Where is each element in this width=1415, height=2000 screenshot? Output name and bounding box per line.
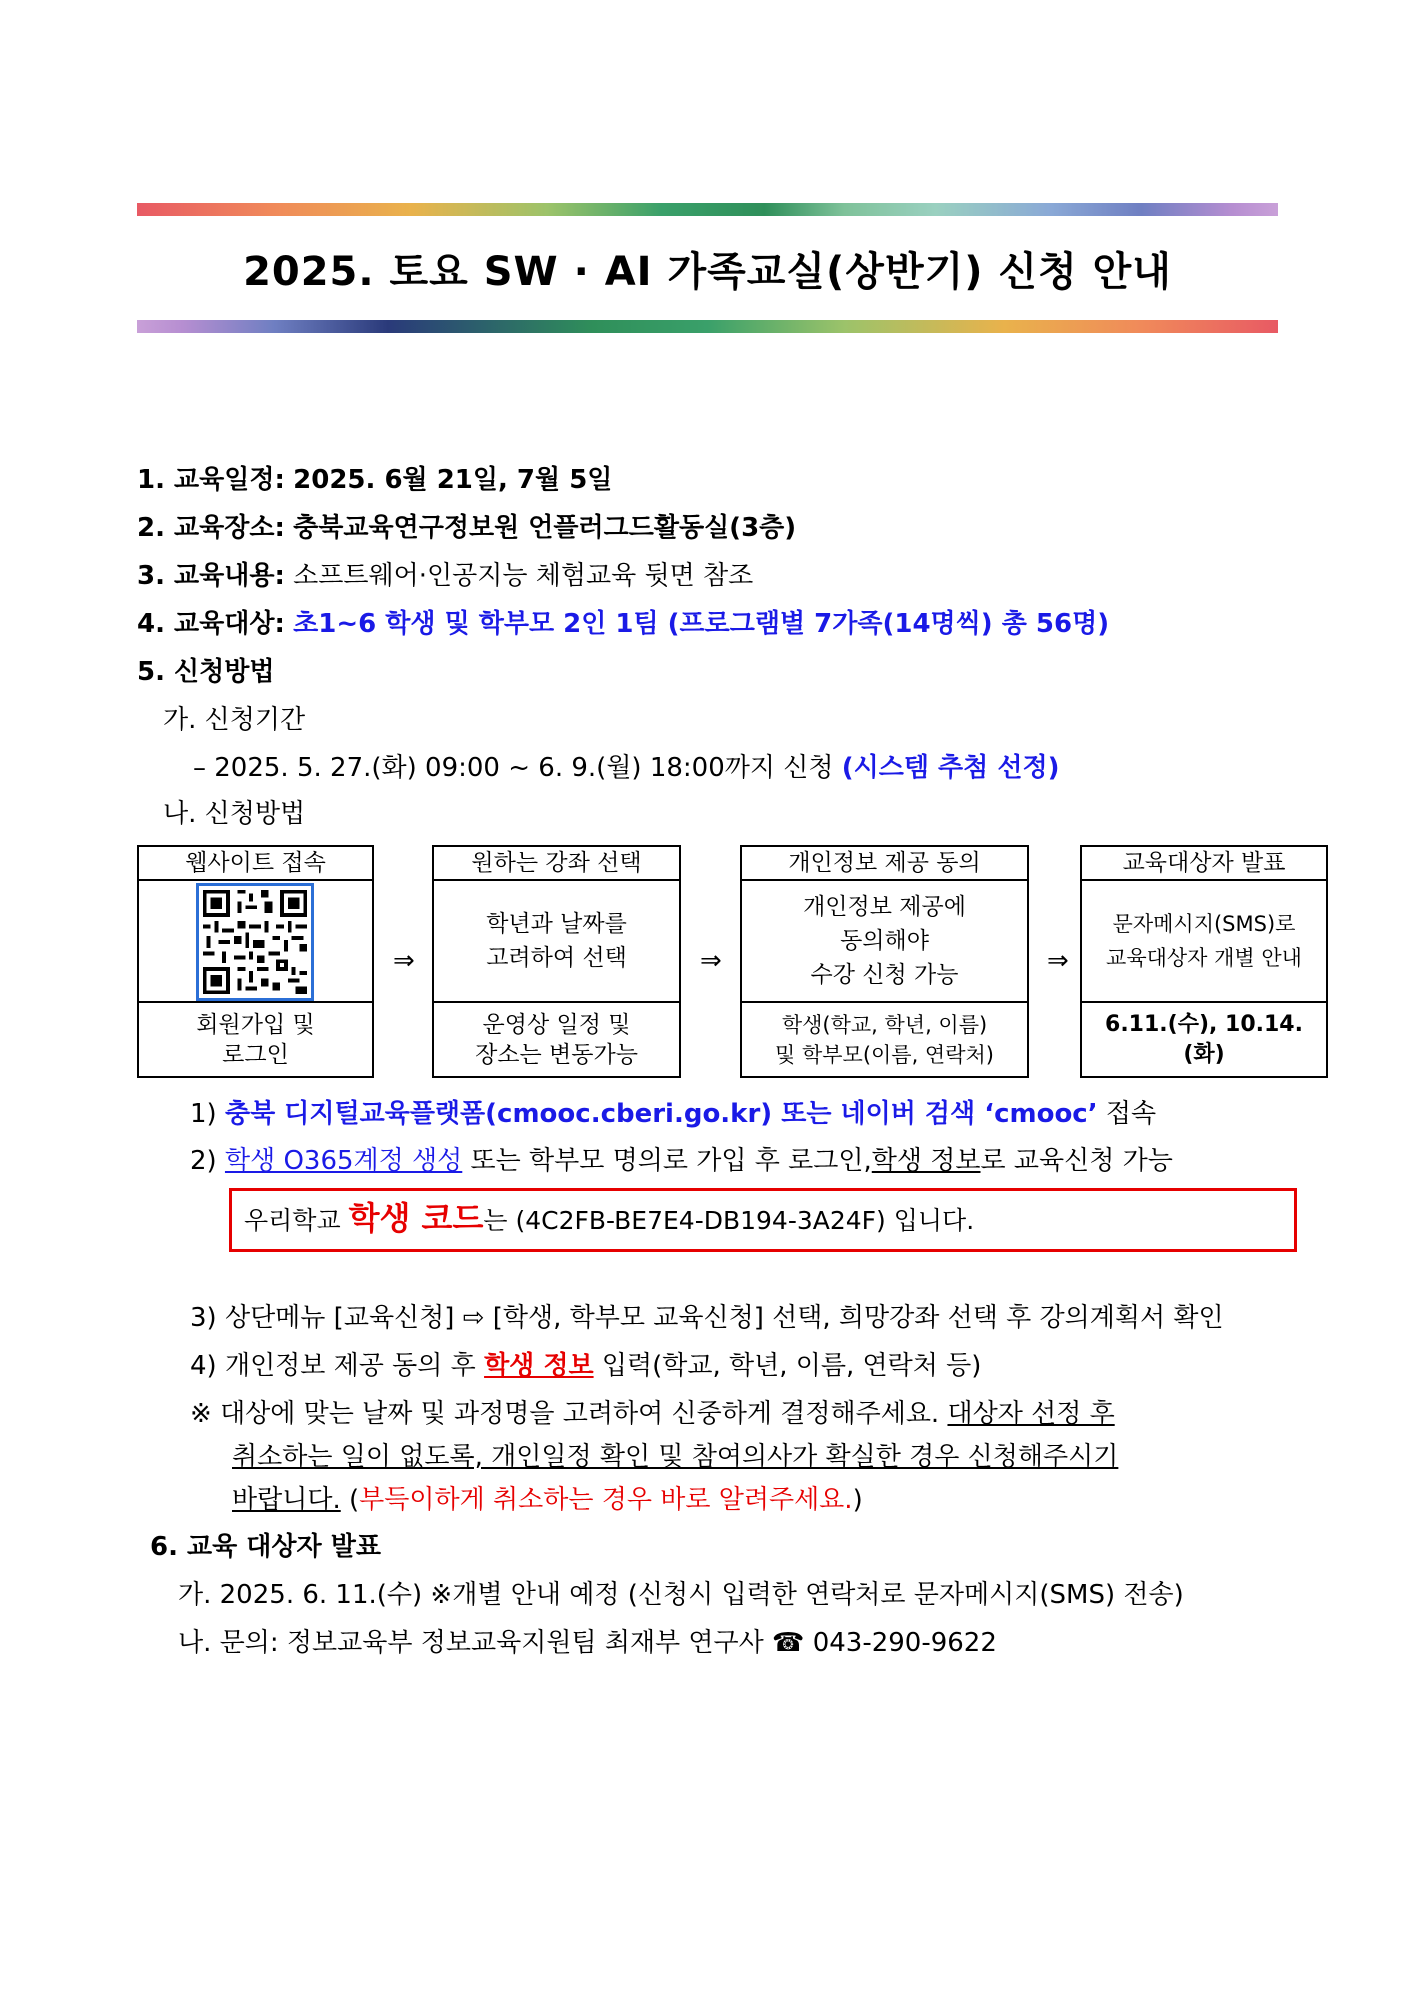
flow-box-foot <box>139 1001 372 1076</box>
student-info-text: 학생 정보 <box>871 1146 981 1176</box>
flow-mid-line: 문자메시지(SMS)로 <box>1112 912 1296 936</box>
flow-foot-line: 및 학부모(이름, 연락처) <box>775 1042 994 1067</box>
flow-foot-line: 학생(학교, 학년, 이름) <box>781 1012 988 1037</box>
item-value: 소프트웨어·인공지능 체험교육 뒷면 참조 <box>293 561 754 591</box>
flow-arrow: ⇒ <box>700 946 722 976</box>
flow-box-website <box>137 845 374 1078</box>
flow-box-foot <box>434 1001 679 1076</box>
flow-mid-line: 고려하여 선택 <box>486 945 627 971</box>
period-text: – 2025. 5. 27.(화) 09:00 ~ 6. 9.(월) 18:00까지 신청 <box>193 753 834 783</box>
contact-info: 나. 문의: 정보교육부 정보교육지원팀 최재부 연구사 ☎ 043-290-9622 <box>178 1628 997 1658</box>
flow-box-announce <box>1080 845 1328 1078</box>
code-suffix: 는 (4C2FB-BE7E4-DB194-3A24F) 입니다. <box>483 1206 975 1235</box>
item-schedule <box>137 463 612 497</box>
flow-box-mid <box>434 879 679 1003</box>
flow-foot-line: 운영상 일정 및 <box>482 1011 631 1038</box>
note-mark: ※ <box>190 1399 212 1429</box>
flow-box-mid <box>742 879 1027 1003</box>
item-label: 1. 교육일정: <box>137 465 285 495</box>
flow-arrow: ⇒ <box>393 946 415 976</box>
flow-box-foot <box>742 1001 1027 1076</box>
flow-box-foot <box>1082 1001 1326 1076</box>
flow-mid-line: 교육대상자 개별 안내 <box>1106 946 1302 970</box>
flow-mid-line: 동의해야 <box>840 928 929 954</box>
item-label: 4. 교육대상: <box>137 609 285 639</box>
flow-box-head: 개인정보 제공 동의 <box>742 847 1027 881</box>
flow-box-course <box>432 845 681 1078</box>
flow-mid-line: 학년과 날짜를 <box>486 911 627 937</box>
page-title: 2025. 토요 SW · AI 가족교실(상반기) 신청 안내 <box>243 249 1172 295</box>
flow-foot-line: (화) <box>1183 1041 1225 1067</box>
section-announce-heading: 6. 교육 대상자 발표 <box>150 1532 381 1562</box>
note-line-3 <box>232 1483 863 1517</box>
step-text: 로 교육신청 가능 <box>980 1146 1173 1176</box>
flow-arrow: ⇒ <box>1047 946 1069 976</box>
item-label: 2. 교육장소: <box>137 513 285 543</box>
announce-date: 가. 2025. 6. 11.(수) ※개별 안내 예정 (신청시 입력한 연락처로 문자메시지(SMS) 전송) <box>178 1580 1184 1610</box>
o365-account-link[interactable]: 학생 O365계정 생성 <box>224 1146 463 1176</box>
note-line-2: 취소하는 일이 없도록, 개인일정 확인 및 참여의사가 확실한 경우 신청해주시기 <box>232 1442 1119 1472</box>
sub-method-heading: 나. 신청방법 <box>163 799 306 829</box>
student-code-label: 학생 코드 <box>348 1199 484 1237</box>
step-2 <box>190 1144 1173 1178</box>
flow-box-head: 웹사이트 접속 <box>139 847 372 881</box>
flow-foot-line: 로그인 <box>222 1041 289 1068</box>
note-line-1 <box>190 1397 1115 1431</box>
code-prefix: 우리학교 <box>244 1206 341 1235</box>
note-red: 부득이하게 취소하는 경우 바로 알려주세요. <box>359 1485 853 1515</box>
flow-mid-line: 개인정보 제공에 <box>803 894 966 920</box>
flow-box-mid <box>1082 879 1326 1003</box>
title-top-stripe <box>137 203 1278 216</box>
item-content <box>137 559 753 593</box>
flow-box-consent <box>740 845 1029 1078</box>
note-text: 대상에 맞는 날짜 및 과정명을 고려하여 신중하게 결정해주세요. <box>220 1399 940 1429</box>
note-underlined: 바랍니다. <box>232 1485 341 1515</box>
item-value: 초1~6 학생 및 학부모 2인 1팀 (프로그램별 7가족(14명씩) 총 56명) <box>293 609 1110 639</box>
note-paren: ) <box>852 1485 863 1515</box>
qr-code-icon[interactable] <box>196 883 314 1001</box>
flow-foot-line: 회원가입 및 <box>196 1011 315 1038</box>
flow-foot-line: 6.11.(수), 10.14. <box>1105 1011 1303 1037</box>
flow-mid-line: 수강 신청 가능 <box>810 962 959 988</box>
item-location <box>137 511 796 545</box>
flow-box-head: 교육대상자 발표 <box>1082 847 1326 881</box>
title-bottom-stripe <box>137 320 1278 333</box>
sub-period-heading: 가. 신청기간 <box>163 705 306 735</box>
step-3: 3) 상단메뉴 [교육신청] ⇨ [학생, 학부모 교육신청] 선택, 희망강좌 선택 후 강의계획서 확인 <box>190 1303 1224 1333</box>
school-code-box <box>229 1188 1297 1252</box>
flow-foot-line: 장소는 변동가능 <box>475 1041 638 1068</box>
note-underlined: 대상자 선정 후 <box>947 1399 1115 1429</box>
item-target <box>137 607 1109 641</box>
step-4 <box>190 1349 981 1383</box>
school-code-line <box>244 1201 974 1238</box>
flow-box-head: 원하는 강좌 선택 <box>434 847 679 881</box>
item-value: 충북교육연구정보원 언플러그드활동실(3층) <box>293 513 797 543</box>
step-text: 4) 개인정보 제공 동의 후 <box>190 1351 476 1381</box>
step-number: 2) <box>190 1146 217 1176</box>
step-text: 또는 학부모 명의로 가입 후 로그인, <box>470 1146 872 1176</box>
note-paren: ( <box>349 1485 360 1515</box>
step-text: 입력(학교, 학년, 이름, 연락처 등) <box>601 1351 982 1381</box>
item-label: 3. 교육내용: <box>137 561 285 591</box>
step-1 <box>190 1097 1156 1131</box>
period-detail <box>193 751 1059 785</box>
period-highlight: (시스템 추첨 선정) <box>841 753 1060 783</box>
step-text: 접속 <box>1105 1099 1157 1129</box>
student-info-highlight: 학생 정보 <box>484 1351 594 1381</box>
step-number: 1) <box>190 1099 217 1129</box>
item-value: 2025. 6월 21일, 7월 5일 <box>293 465 613 495</box>
item-method-heading: 5. 신청방법 <box>137 657 275 687</box>
platform-link[interactable]: 충북 디지털교육플랫폼(cmooc.cberi.go.kr) 또는 네이버 검색 ‘cmooc’ <box>224 1099 1098 1129</box>
